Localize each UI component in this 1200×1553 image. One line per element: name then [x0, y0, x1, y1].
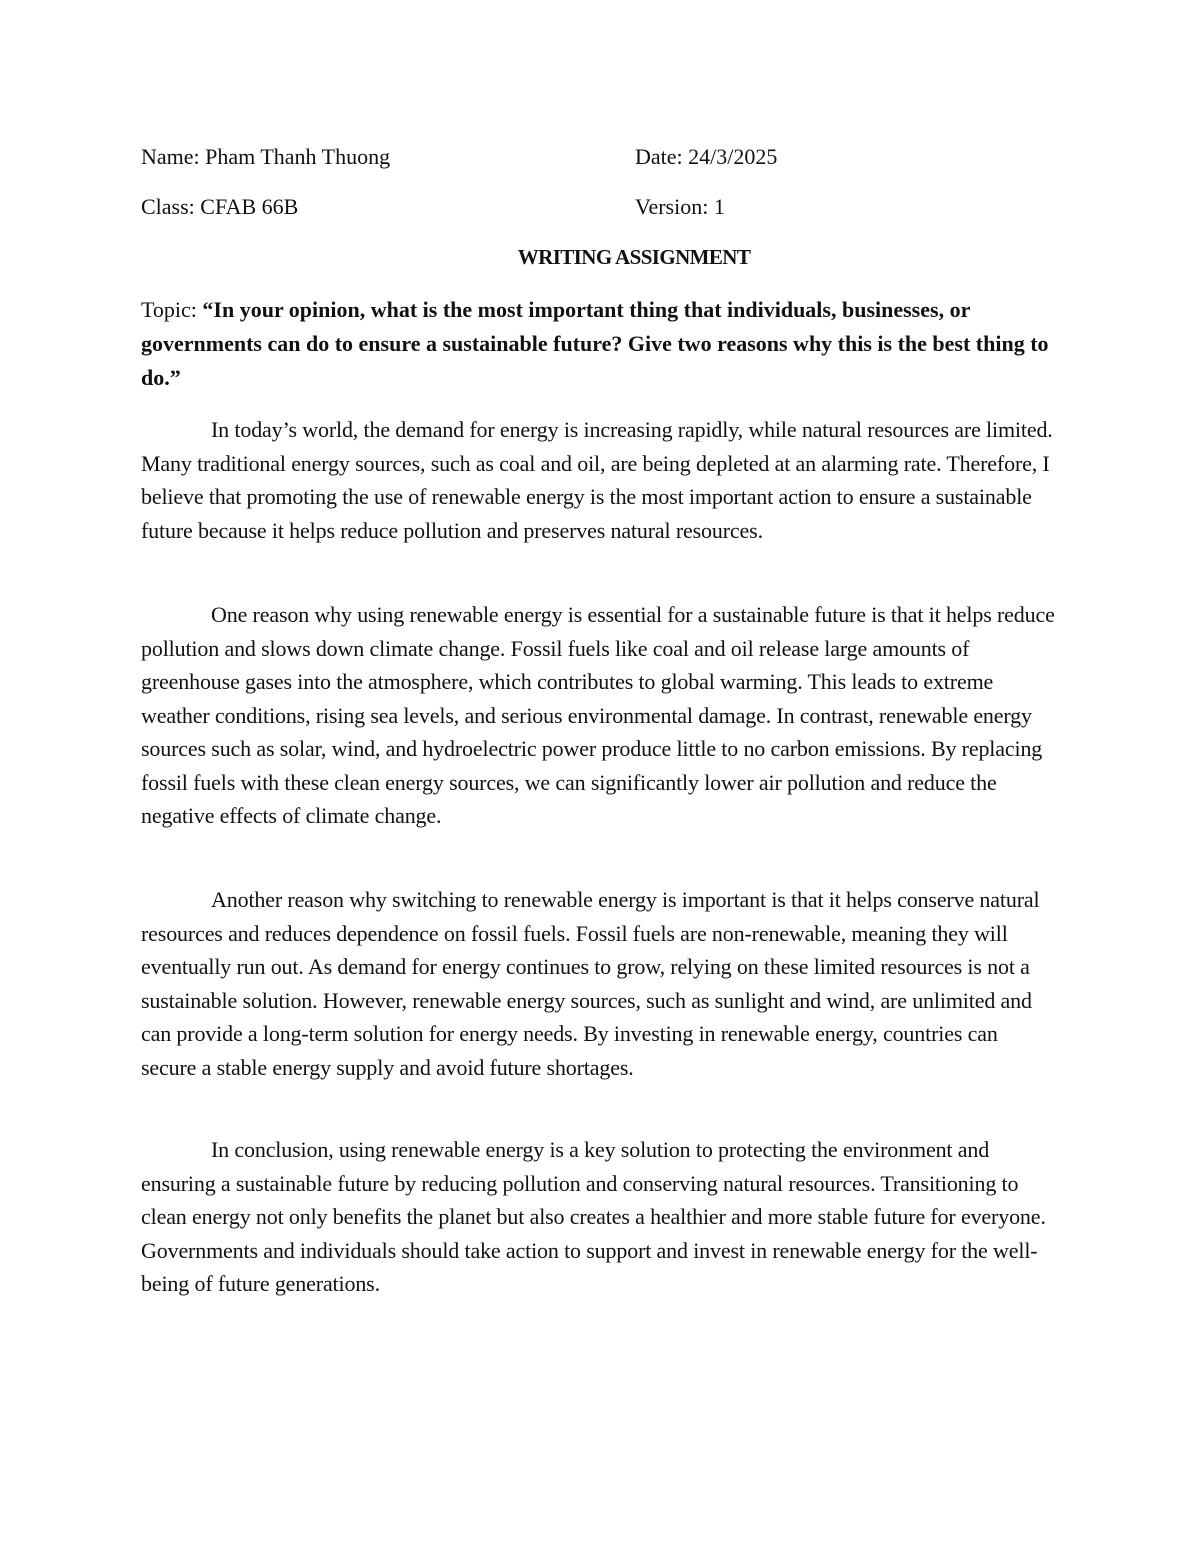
topic-prefix: Topic:: [141, 297, 203, 322]
assignment-date: Date: 24/3/2025: [635, 144, 778, 169]
paragraph-introduction: In today’s world, the demand for energy is increasing rapidly, while natural resources are limited. Many traditional energy sources, such as coal and oil, are being depleted at an alarming rate. Therefore, I believe that promoting the use of renewable energy is the most important action to ensure a sustainable future because it helps reduce pollution and preserves natural resources.: [141, 417, 1053, 543]
paragraph-reason-two: Another reason why switching to renewable energy is important is that it helps conserve natural resources and reduces dependence on fossil fuels. Fossil fuels are non-renewable, meaning they will eventually run out. As demand for energy continues to grow, relying on these limited resources is not a sustainable solution. However, renewable energy sources, such as sunlight and wind, are unlimited and can provide a long-term solution for energy needs. By investing in renewable energy, countries can secure a stable energy supply and avoid future shortages.: [141, 887, 1040, 1080]
paragraph-conclusion: In conclusion, using renewable energy is a key solution to protecting the environment and ensuring a sustainable future by reducing pollution and conserving natural resources. Transitioning to clean energy not only benefits the planet but also creates a healthier and more stable future for everyone. Governments and individuals should take action to support and invest in renewable energy for the well-being of future generations.: [141, 1137, 1046, 1296]
topic: [141, 293, 1056, 395]
version-label: Version: 1: [635, 194, 725, 219]
class-label: Class: CFAB 66B: [141, 194, 299, 219]
document-title: WRITING ASSIGNMENT: [517, 245, 751, 269]
paragraph-reason-one: One reason why using renewable energy is essential for a sustainable future is that it helps reduce pollution and slows down climate change. Fossil fuels like coal and oil release large amounts of greenhouse gases into the atmosphere, which contributes to global warming. This leads to extreme weather conditions, rising sea levels, and serious environmental damage. In contrast, renewable energy sources such as solar, wind, and hydroelectric power produce little to no carbon emissions. By replacing fossil fuels with these clean energy sources, we can significantly lower air pollution and reduce the negative effects of climate change.: [141, 602, 1055, 828]
topic-question: “In your opinion, what is the most important thing that individuals, businesses, or governments can do to ensure a sustainable future? Give two reasons why this is the best thing to do.”: [141, 297, 1049, 390]
student-name: Name: Pham Thanh Thuong: [141, 144, 391, 169]
